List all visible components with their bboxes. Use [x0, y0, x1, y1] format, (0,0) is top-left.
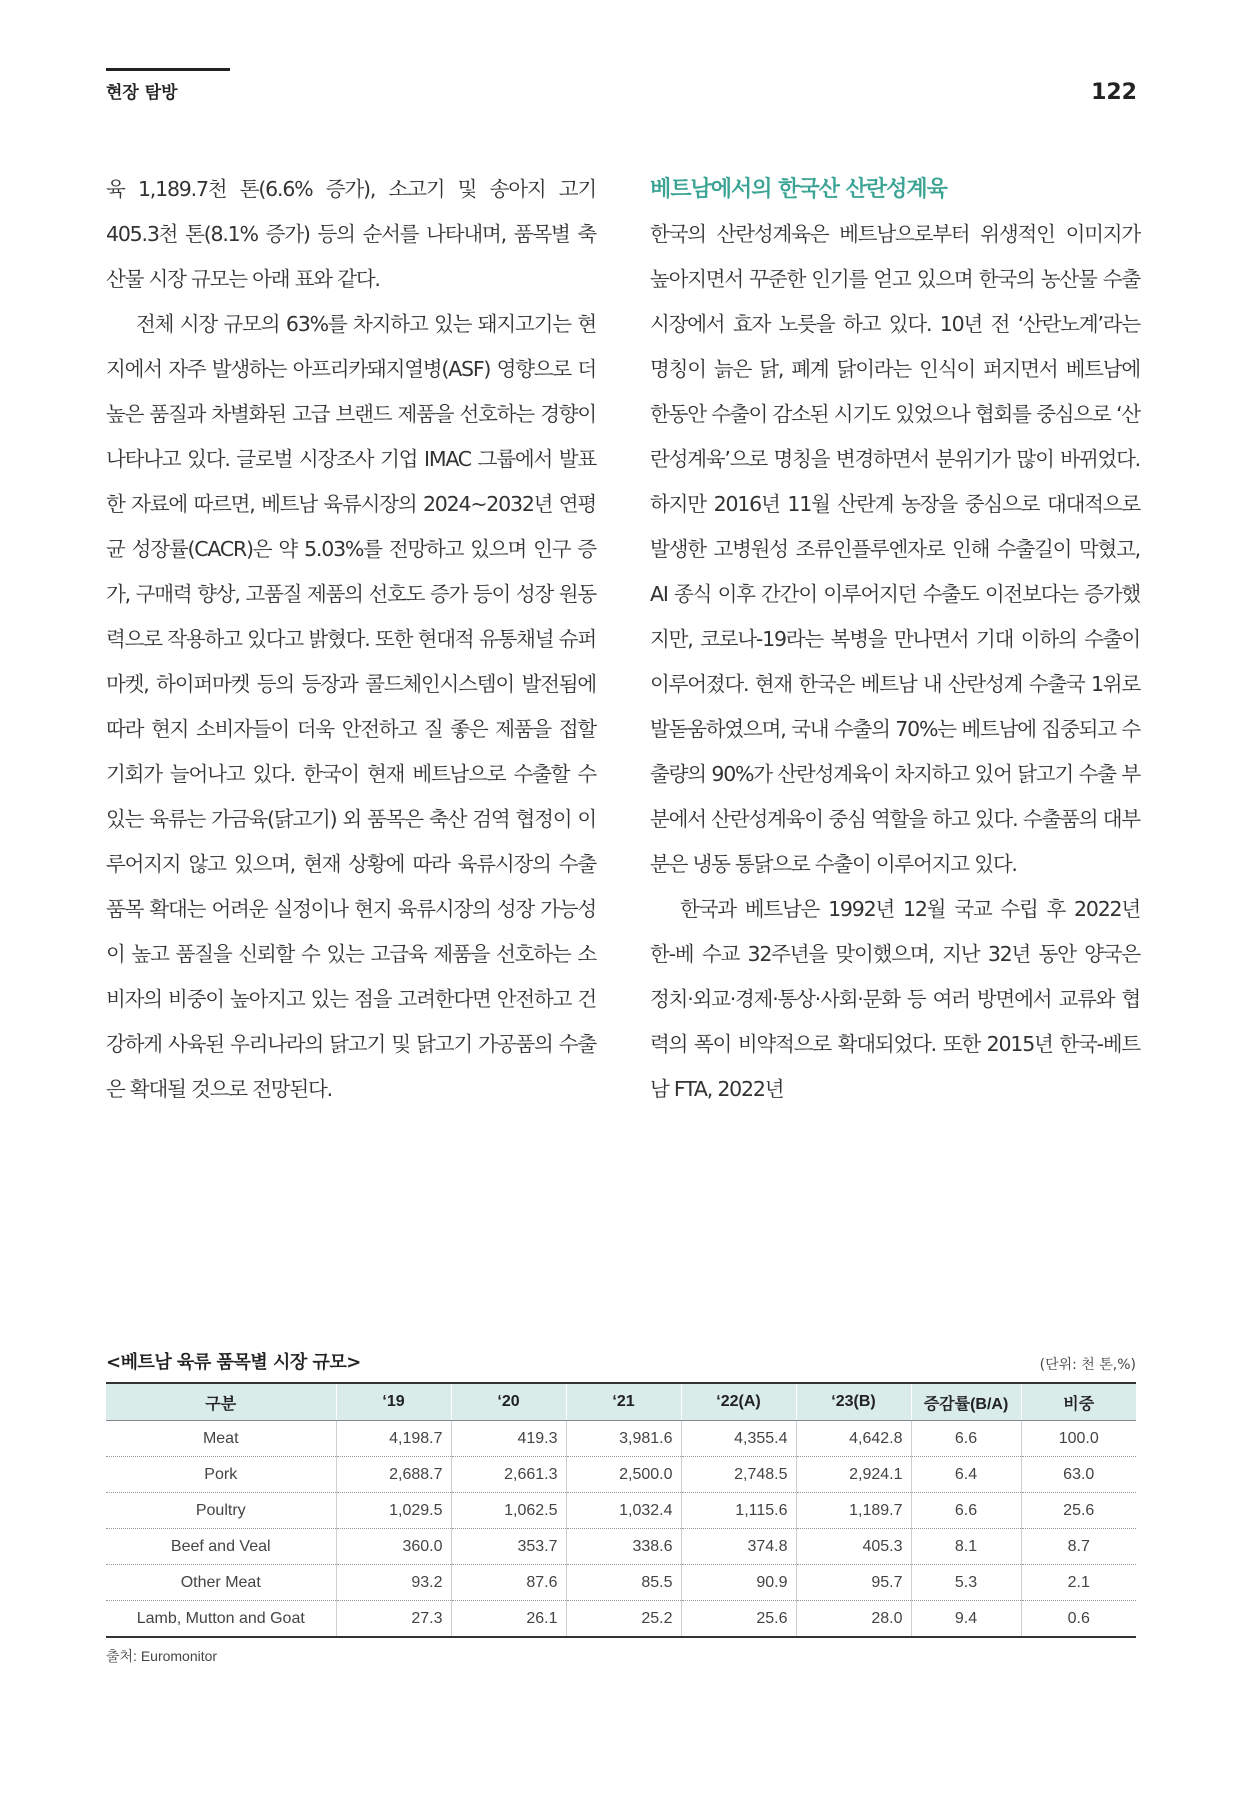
table-cell: 0.6 — [1021, 1601, 1136, 1638]
table-cell: 26.1 — [451, 1601, 566, 1638]
table-unit: (단위: 천 톤,%) — [1039, 1357, 1136, 1373]
table-cell: 6.6 — [911, 1493, 1021, 1529]
table-cell: 1,032.4 — [566, 1493, 681, 1529]
table-cell: 2,748.5 — [681, 1457, 796, 1493]
table-cell: 6.6 — [911, 1421, 1021, 1457]
table-cell: 8.7 — [1021, 1529, 1136, 1565]
right-column — [650, 167, 1140, 1112]
table-cell: 93.2 — [336, 1565, 451, 1601]
header-rule — [106, 68, 230, 71]
table-cell: 2.1 — [1021, 1565, 1136, 1601]
column-header: ‘22(A) — [681, 1383, 796, 1421]
table-cell: 63.0 — [1021, 1457, 1136, 1493]
table-cell: 100.0 — [1021, 1421, 1136, 1457]
page-number: 122 — [1091, 80, 1137, 105]
table-cell: 25.6 — [1021, 1493, 1136, 1529]
table-cell: 87.6 — [451, 1565, 566, 1601]
body-paragraph: 전체 시장 규모의 63%를 차지하고 있는 돼지고기는 현지에서 자주 발생하는 아프리카돼지열병(ASF) 영향으로 더 높은 품질과 차별화된 고급 브랜드 제품을 선호하는 경향이 나타나고 있다. 글로벌 시장조사 기업 IMAC 그룹에서 발표한 자료에 따르면, 베트남 육류시장의 2024~2032년 연평균 성장률(CACR)은 약 5.03%를 전망하고 있으며 인구 증가, 구매력 향상, 고품질 제품의 선호도 증가 등이 성장 원동력으로 작용하고 있다고 밝혔다. 또한 현대적 유통채널 슈퍼마켓, 하이퍼마켓 등의 등장과 콜드체인시스템이 발전됨에 따라 현지 소비자들이 더욱 안전하고 질 좋은 제품을 접할 기회가 늘어나고 있다. 한국이 현재 베트남으로 수출할 수 있는 육류는 가금육(닭고기) 외 품목은 축산 검역 협정이 이루어지지 않고 있으며, 현재 상황에 따라 육류시장의 수출 품목 확대는 어려운 실정이나 현지 육류시장의 성장 가능성이 높고 품질을 신뢰할 수 있는 고급육 제품을 선호하는 소비자의 비중이 높아지고 있는 점을 고려한다면 안전하고 건강하게 사육된 우리나라의 닭고기 및 닭고기 가공품의 수출은 확대될 것으로 전망된다. — [106, 312, 596, 1101]
column-header: ‘21 — [566, 1383, 681, 1421]
table-cell: 25.2 — [566, 1601, 681, 1638]
column-header: 비중 — [1021, 1383, 1136, 1421]
table-cell: 5.3 — [911, 1565, 1021, 1601]
body-paragraph: 한국과 베트남은 1992년 12월 국교 수립 후 2022년 한-베 수교 32주년을 맞이했으며, 지난 32년 동안 양국은 정치·외교·경제·통상·사회·문화 등 여러 방면에서 교류와 협력의 폭이 비약적으로 확대되었다. 또한 2015년 한국-베트남 FTA, 2022년 — [650, 897, 1140, 1101]
table-cell: 1,189.7 — [796, 1493, 911, 1529]
table-row — [106, 1457, 1136, 1493]
table-cell: 3,981.6 — [566, 1421, 681, 1457]
table-row — [106, 1493, 1136, 1529]
table-cell: 95.7 — [796, 1565, 911, 1601]
table-cell: 405.3 — [796, 1529, 911, 1565]
body-paragraph: 한국의 산란성계육은 베트남으로부터 위생적인 이미지가 높아지면서 꾸준한 인기를 얻고 있으며 한국의 농산물 수출 시장에서 효자 노릇을 하고 있다. 10년 전 ‘산란노계’라는 명칭이 늙은 닭, 폐계 닭이라는 인식이 퍼지면서 베트남에 한동안 수출이 감소된 시기도 있었으나 협회를 중심으로 ‘산란성계육’으로 명칭을 변경하면서 분위기가 많이 바뀌었다. 하지만 2016년 11월 산란계 농장을 중심으로 대대적으로 발생한 고병원성 조류인플루엔자로 인해 수출길이 막혔고, AI 종식 이후 간간이 이루어지던 수출도 이전보다는 증가했지만, 코로나-19라는 복병을 만나면서 기대 이하의 수출이 이루어졌다. 현재 한국은 베트남 내 산란성계 수출국 1위로 발돋움하였으며, 국내 수출의 70%는 베트남에 집중되고 수출량의 90%가 산란성계육이 차지하고 있어 닭고기 수출 부분에서 산란성계육이 중심 역할을 하고 있다. 수출품의 대부분은 냉동 통닭으로 수출이 이루어지고 있다. — [650, 222, 1140, 876]
column-header: ‘20 — [451, 1383, 566, 1421]
section-heading: 베트남에서의 한국산 산란성계육 — [650, 177, 947, 202]
table-source: 출처: Euromonitor — [106, 1648, 218, 1664]
row-label: Beef and Veal — [106, 1529, 336, 1565]
table-cell: 360.0 — [336, 1529, 451, 1565]
table-header-row — [106, 1383, 1136, 1421]
row-label: Other Meat — [106, 1565, 336, 1601]
row-label: Poultry — [106, 1493, 336, 1529]
column-header: 구분 — [106, 1383, 336, 1421]
table-cell: 2,924.1 — [796, 1457, 911, 1493]
table-cell: 1,029.5 — [336, 1493, 451, 1529]
table-cell: 25.6 — [681, 1601, 796, 1638]
body-paragraph: 육 1,189.7천 톤(6.6% 증가), 소고기 및 송아지 고기 405.3천 톤(8.1% 증가) 등의 순서를 나타내며, 품목별 축산물 시장 규모는 아래 표와 같다. — [106, 177, 596, 291]
table-cell: 8.1 — [911, 1529, 1021, 1565]
market-size-table-block — [106, 1348, 1136, 1666]
table-cell: 374.8 — [681, 1529, 796, 1565]
table-row — [106, 1529, 1136, 1565]
table-cell: 419.3 — [451, 1421, 566, 1457]
table-cell: 338.6 — [566, 1529, 681, 1565]
table-cell: 28.0 — [796, 1601, 911, 1638]
table-cell: 2,661.3 — [451, 1457, 566, 1493]
table-row — [106, 1601, 1136, 1638]
table-cell: 353.7 — [451, 1529, 566, 1565]
table-row — [106, 1565, 1136, 1601]
table-cell: 2,688.7 — [336, 1457, 451, 1493]
row-label: Pork — [106, 1457, 336, 1493]
table-cell: 4,198.7 — [336, 1421, 451, 1457]
table-cell: 1,115.6 — [681, 1493, 796, 1529]
table-cell: 9.4 — [911, 1601, 1021, 1638]
row-label: Meat — [106, 1421, 336, 1457]
table-row — [106, 1421, 1136, 1457]
table-cell: 6.4 — [911, 1457, 1021, 1493]
table-cell: 27.3 — [336, 1601, 451, 1638]
table-cell: 2,500.0 — [566, 1457, 681, 1493]
table-cell: 85.5 — [566, 1565, 681, 1601]
column-header: ‘19 — [336, 1383, 451, 1421]
column-header: 증감률(B/A) — [911, 1383, 1021, 1421]
table-cell: 4,355.4 — [681, 1421, 796, 1457]
section-label: 현장 탐방 — [106, 83, 178, 103]
table-title: <베트남 육류 품목별 시장 규모> — [106, 1352, 361, 1373]
table-cell: 90.9 — [681, 1565, 796, 1601]
table-cell: 1,062.5 — [451, 1493, 566, 1529]
left-column — [106, 167, 596, 1112]
market-size-table — [106, 1382, 1136, 1638]
table-cell: 4,642.8 — [796, 1421, 911, 1457]
column-header: ‘23(B) — [796, 1383, 911, 1421]
row-label: Lamb, Mutton and Goat — [106, 1601, 336, 1638]
